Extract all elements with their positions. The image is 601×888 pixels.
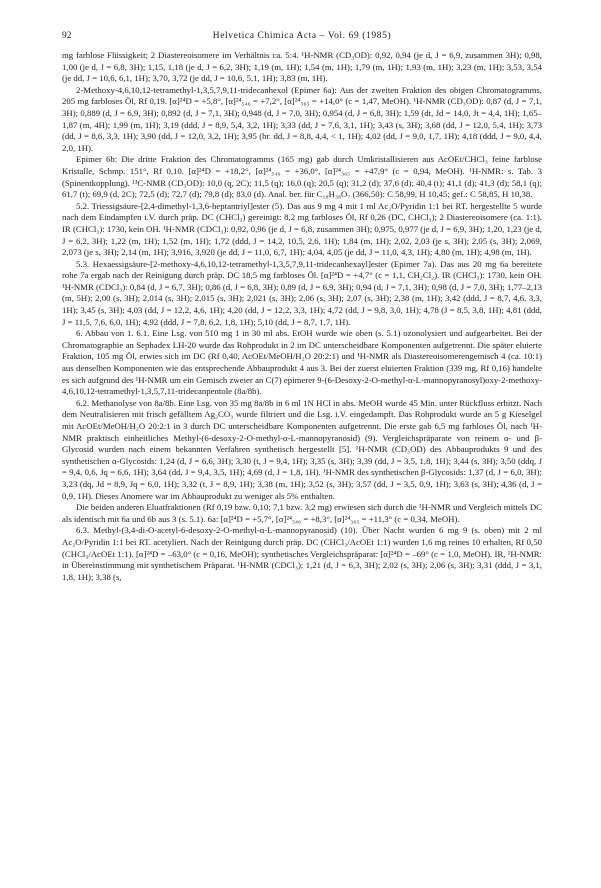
- paragraph-epimer-6a: 2-Methoxy-4,6,10,12-tetramethyl-1,3,5,7,9,11-tridecanhexol (Epimer 6a): Aus der zweiten Fraktion des obigen Chromatogramms, 205 mg farbloses Öl, Rf 0,19. [α]²⁴D = +5,8°, [α]²⁴₅₄₆ = +7,2°, [α]²⁴₃₆₅ = +14,0° (c = 1,47, MeOH). ¹H-NMR (CD₃OD): 0,87 (d, J = 7,1, 3H); 0,889 (d, J = 6,9, 3H); 0,892 (d, J = 7,1, 3H); 0,948 (d, J = 7,0, 3H); 0,954 (d, J = 6,8, 3H); 1,59 (dt, Jd = 14,0, Jt = 4,4, 1H); 1,65–1,87 (m, 4H); 1,99 (m, 1H); 3,19 (ddd, J = 8,9, 5,4, 3,2, 1H); 3,33 (dd, J = 7,6, 3,1, 1H); 3,43 (s, 3H); 3,68 (dd, J = 12,0, 5,4, 1H); 3,73 (dd, J = 8,6, 3,3, 1H); 3,90 (dd, J = 12,0, 3,2, 1H); 3,95 (br. dd, J = 8,8, 4,4, < 1, 1H); 4,02 (dd, J = 9,0, 1,7, 1H); 4,18 (ddd, J = 9,0, 4,4, 2,0, 1H).: [62, 84, 542, 153]
- journal-title: Helvetica Chimica Acta – Vol. 69 (1985): [212, 31, 392, 41]
- article-body: [62, 50, 542, 583]
- paragraph-section-6-1: 6. Abbau von 1. 6.1. Eine Lsg. von 510 mg 1 in 30 ml abs. EtOH wurde wie oben (s. 5.1) ozonolysiert und aufgearbeitet. Bei der Chromatographie an Sephadex LH-20 wurde das Rohprodukt in 2 im DC unterscheidbare Komponenten aufgetrennt. Die später eluierte Fraktion, 105 mg Öl, erwies sich im DC (Rf 0,40, AcOEt/MeOH/H₂O 20:2:1) und ¹H-NMR als Diastereoisomerengemisch 4 (ca. 10:1) aus denselben Komponenten wie das entsprechende Abbauprodukt 4 aus 3. Bei der zuerst eluierten Fraktion (339 mg, Rf 0,16) handelte es sich aufgrund des ¹H-NMR um ein Gemisch zweier an C(7) epimerer 9-(6-Desoxy-2-O-methyl-α-L-mannopyranosyl)oxy-2-methoxy-4,6,10,12-tetramethyl-1,3,5,7,11-tridecanpentole (8a/8b).: [62, 328, 542, 397]
- paragraph-eluate-fractions: Die beiden anderen Eluatfraktionen (Rf 0,19 bzw. 0,10; 7,1 bzw. 3,2 mg) erwiesen sich durch die ¹H-NMR und Vergleich mittels DC als identisch mit 6a und 6b aus 3 (s. 5.1). 6a: [α]²⁴D = +5,7°, [α]²⁴₅₄₆ = +8,3°, [α]²⁴₃₆₅ = +11,3° (c = 0,34, MeOH).: [62, 502, 542, 524]
- paragraph-section-5-2: 5.2. Triessigsäure-[2,4-dimethyl-1,3,6-heptantriyl]ester (5). Das aus 9 mg 4 mit 1 ml Ac₂O/Pyridin 1:1 bei RT. hergestellte 5 wurde nach dem Eindampfen i.V. durch präp. DC (CHCl₃) gereinigt: 8,2 mg farbloses Öl, Rf 0,26 (DC, CHCl₃); 2 Diastereoisomere (ca. 1:1). IR (CHCl₃): 1730, kein OH. ¹H-NMR (CDCl₃): 0,92, 0,96 (je d, J = 6,8, zusammen 3H); 0,975, 0,977 (je d, J = 6,9, 3H); 1,20, 1,23 (je d, J = 6,2, 3H); 1,22 (m, 1H); 1,52 (m, 1H); 1,72 (ddd, J = 14,2, 10,5, 2,6, 1H); 1,84 (m, 1H); 2,02, 2,03 (je s, 3H); 2,05 (s, 3H); 2,069, 2,073 (je s, 3H); 2,14 (m, 1H); 3,916, 3,920 (je dd, J = 11,0, 6,7, 1H); 4,04, 4,05 (je dd, J = 11,0, 4,3, 1H); 4,80 (m, 1H); 4,98 (m, 1H).: [62, 200, 542, 258]
- paragraph-section-5-3: 5.3. Hexaessigsäure-[2-methoxy-4,6,10,12-tetramethyl-1,3,5,7,9,11-tridecanhexayl]ester (Epimer 7a). Das aus 20 mg 6a bereitete rohe 7a ergab nach der Reinigung durch präp. DC 18,5 mg farbloses Öl. [α]²⁴D = +4,7° (c = 1,1, CH₂Cl₂). IR (CHCl₃): 1730, kein OH. ¹H-NMR (CDCl₃): 0,84 (d, J = 6,7, 3H); 0,86 (d, J = 6,8, 3H); 0,89 (d, J = 6,9, 3H); 0,94 (d, J = 7,1, 3H); 0,98 (d, J = 7,0, 3H); 1,77–2,13 (m, 5H); 2,00 (s, 3H); 2,014 (s, 3H); 2,015 (s, 3H); 2,021 (s, 3H); 2,06 (s, 3H); 2,07 (s, 3H); 2,38 (m, 1H); 3,42 (ddd, J = 8,7, 4,6, 3,3, 1H); 3,45 (s, 3H); 4,03 (dd, J = 12,2, 4,6, 1H); 4,20 (dd, J = 12,2, 3,3, 1H); 4,72 (dd, J = 9,8, 3,0, 1H); 4,78 (J = 8,5, 3,8, 1H); 4,81 (ddd, J = 11,5, 7,6, 6,0, 1H); 4,92 (ddd, J = 7,8, 6,2, 1,8, 1H); 5,10 (dd, J = 8,7, 1,7, 1H).: [62, 258, 542, 327]
- paragraph-epimer-6b: Epimer 6b: Die dritte Fraktion des Chromatogramms (165 mg) gab durch Umkristallisieren aus AcOEt/CHCl₃ feine farblose Kristalle, Schmp. 151°, Rf 0,10. [α]²⁴D = +18,2°, [α]²⁴₅₄₆ = +36,0°, [α]²⁴₃₆₅ = +47,9° (c = 0,94, MeOH). ¹H-NMR: s. Tab. 3 (Spinentkopplung). ¹³C-NMR (CD₃OD): 10,0 (q, 2C); 11,5 (q); 16,0 (q); 20,5 (q); 31,2 (d); 37,6 (d); 40,4 (t); 41,1 (d); 41,3 (d); 58,1 (q); 61,7 (t); 69,9 (d, 2C); 72,5 (d); 72,7 (d); 79,8 (d); 83,0 (d). Anal. ber. für C₁₈H₃₈O₇ (366,50): C 58,99, H 10,45; gef.: C 58,85, H 10,38.: [62, 154, 542, 200]
- paragraph-nmr-continuation: mg farblose Flüssigkeit; 2 Diastereoisomere im Verhältnis ca. 5:4. ¹H-NMR (CD₃OD): 0,92, 0,94 (je d, J = 6,9, zusammen 3H); 0,98, 1,00 (je d, J = 6,8, 3H); 1,15, 1,18 (je d, J = 6,2, 3H); 1,19 (m, 1H); 1,54 (m, 1H); 1,79 (m, 1H); 1,93 (m, 1H); 3,23 (m, 1H); 3,53, 3,54 (je dd, J = 10,6, 6,1, 1H); 3,70, 3,72 (je dd, J = 10,6, 5,1, 1H); 3,83 (m, 1H).: [62, 50, 542, 84]
- running-head: [62, 31, 542, 45]
- paragraph-section-6-3: 6.3. Methyl-(3,4-di-O-acetyl-6-desoxy-2-O-methyl-α-L-mannopyranosid) (10). Über Nacht wurden 6 mg 9 (s. oben) mit 2 ml Ac₂O/Pyridin 1:1 bei RT. acetyliert. Nach der Reinigung durch präp. DC (CHCl₃/AcOEt 1:1) wurden 1,6 mg reines 10 erhalten, Rf 0,50 (CHCl₃/AcOEt 1:1). [α]²⁴D = –63,0° (c = 0,16, MeOH); synthetisches Vergleichspräparat: [α]²⁴D = –69° (c = 1,0, MeOH). IR, ¹H-NMR: in Übereinstimmung mit synthetischem Präparat. ¹H-NMR (CDCl₃): 1,21 (d, J = 6,3, 3H); 2,02 (s, 3H); 2,06 (s, 3H); 3,31 (ddd, J = 3,1, 1,8, 1H); 3,38 (s,: [62, 525, 542, 582]
- page-number: 92: [62, 31, 72, 41]
- paragraph-section-6-2: 6.2. Methanolyse von 8a/8b. Eine Lsg. von 35 mg 8a/8b in 6 ml 1N HCl in abs. MeOH wurde 45 Min. unter Rückfluss erhitzt. Nach dem Neutralisieren mit frisch gefälltem Ag₂CO₃ wurde filtriert und die Lsg. i.V. eingedampft. Das Rohprodukt wurde an 5 g Kieselgel mit AcOEt/MeOH/H₂O 20:2:1 in 3 durch DC unterscheidbare Komponenten aufgetrennt. Die erste gab 6,5 mg farbloses Öl, nach ¹H-NMR praktisch einheitliches Methyl-(6-desoxy-2-O-methyl-α-L-mannopyranosid) (9). Vergleichspräparate von reinem α- und β-Glycosid wurden nach einem bekannten Verfahren synthetisch hergestellt [5]. ¹H-NMR (CD₃OD) des Abbauprodukts 9 und des synthetischen α-Glycosids: 1,24 (d, J = 6,6, 3H); 3,30 (t, J = 9,4, 1H); 3,35 (s, 3H); 3,39 (dd, J = 3,5, 1,8, 1H); 3,44 (s, 3H); 3,50 (ddq, J = 9,4, 0,6, Jq = 6,6, 1H); 3,64 (dd, J = 9,4, 3,5, 1H); 4,69 (d, J = 1,8, 1H). ¹H-NMR des synthetischen β-Glycosids: 1,37 (d, J = 6,0, 3H); 3,23 (dq, Jd = 8,9, Jq = 6,0, 1H); 3,32 (t, J = 8,9, 1H); 3,38 (m, 1H); 3,52 (s, 3H); 3,57 (dd, J = 3,5, 0,9, 1H); 3,63 (s, 3H); 4,36 (d, J = 0,9, 1H). Dieses Anomere war im Abbauprodukt zu weniger als 5% enthalten.: [62, 397, 542, 501]
